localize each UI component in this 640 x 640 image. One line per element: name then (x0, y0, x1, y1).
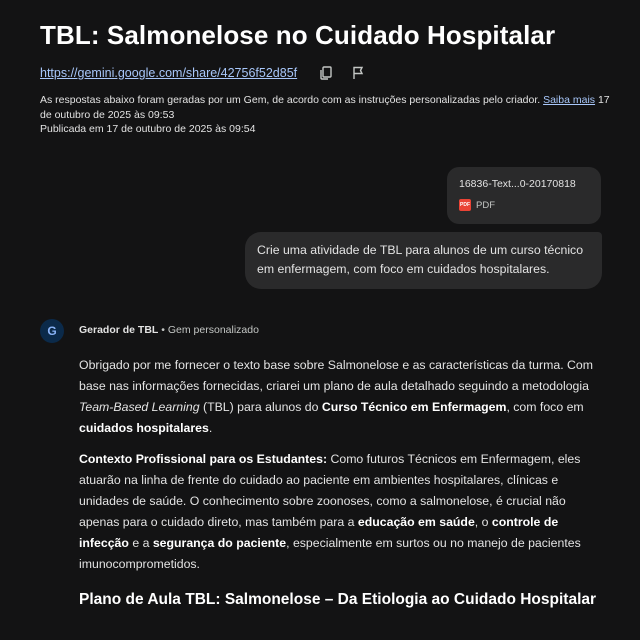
user-message: Crie uma atividade de TBL para alunos de um curso técnico em enfermagem, com foco em cuidados hospitalares. (245, 232, 602, 289)
p1-text-c: , com foco em (506, 400, 584, 414)
p2-text-b: , o (474, 515, 489, 529)
attachment-type-row (459, 199, 589, 211)
share-link[interactable]: https://gemini.google.com/share/42756f52d85f (40, 66, 298, 80)
p1-bold-2: cuidados hospitalares (79, 421, 209, 435)
disclaimer-text: As respostas abaixo foram geradas por um Gem, de acordo com as instruções personalizadas pelo criador. (40, 94, 541, 106)
response-paragraph-1 (79, 355, 606, 439)
model-response (79, 355, 606, 610)
p1-text-d: . (208, 421, 213, 435)
p1-text-a: Obrigado por me fornecer o texto base sobre Salmonelose e as características da turma. Com base nas informações fornecidas, criarei um plano de aula detalhado seguindo a metodologia (79, 358, 593, 393)
gem-avatar: G (40, 319, 64, 343)
plan-heading: Plano de Aula TBL: Salmonelose – Da Etiologia ao Cuidado Hospitalar (79, 591, 597, 608)
p1-text-b: (TBL) para alunos do (202, 400, 319, 414)
response-paragraph-2 (79, 449, 606, 575)
p2-bold-1: educação em saúde (357, 515, 475, 529)
gem-name: Gerador de TBL (79, 324, 159, 336)
flag-icon[interactable] (349, 64, 367, 82)
attachment-type: PDF (476, 199, 495, 211)
attachment-name: 16836-Text...0-20170818 (459, 178, 576, 190)
p2-text-d: , especialmente em surtos ou no manejo de pacientes imunocomprometidos. (79, 536, 581, 571)
disclaimer (40, 93, 610, 137)
p2-bold-lead: Contexto Profissional para os Estudantes: (79, 452, 328, 466)
p2-text-c: e a (132, 536, 150, 550)
p1-italic: Team-Based Learning (79, 400, 200, 414)
learn-more-link[interactable]: Saiba mais (543, 94, 596, 106)
gem-label: Gem personalizado (167, 324, 259, 336)
p2-bold-2: controle de infecção (79, 515, 559, 550)
share-row (40, 64, 367, 82)
p2-bold-3: segurança do paciente (152, 536, 287, 550)
page-title: TBL: Salmonelose no Cuidado Hospitalar (40, 20, 556, 50)
copy-icon[interactable] (317, 64, 335, 82)
pdf-icon: PDF (459, 199, 471, 211)
p1-bold-1: Curso Técnico em Enfermagem (321, 400, 507, 414)
gem-header (79, 324, 259, 336)
created-date: 17 de outubro de 2025 às 09:53 (40, 94, 610, 121)
published-date: Publicada em 17 de outubro de 2025 às 09:54 (40, 123, 256, 135)
gem-separator: • (161, 324, 165, 336)
attachment-card[interactable] (447, 167, 601, 224)
p2-text-a: Como futuros Técnicos em Enfermagem, eles atuarão na linha de frente do cuidado ao paciente em ambientes hospitalares, clínicas e unidades de saúde. O conhecimento sobre zoonoses, como a salmonelose, é crucial não apenas para o cuidado direto, mas também para a (79, 452, 581, 529)
